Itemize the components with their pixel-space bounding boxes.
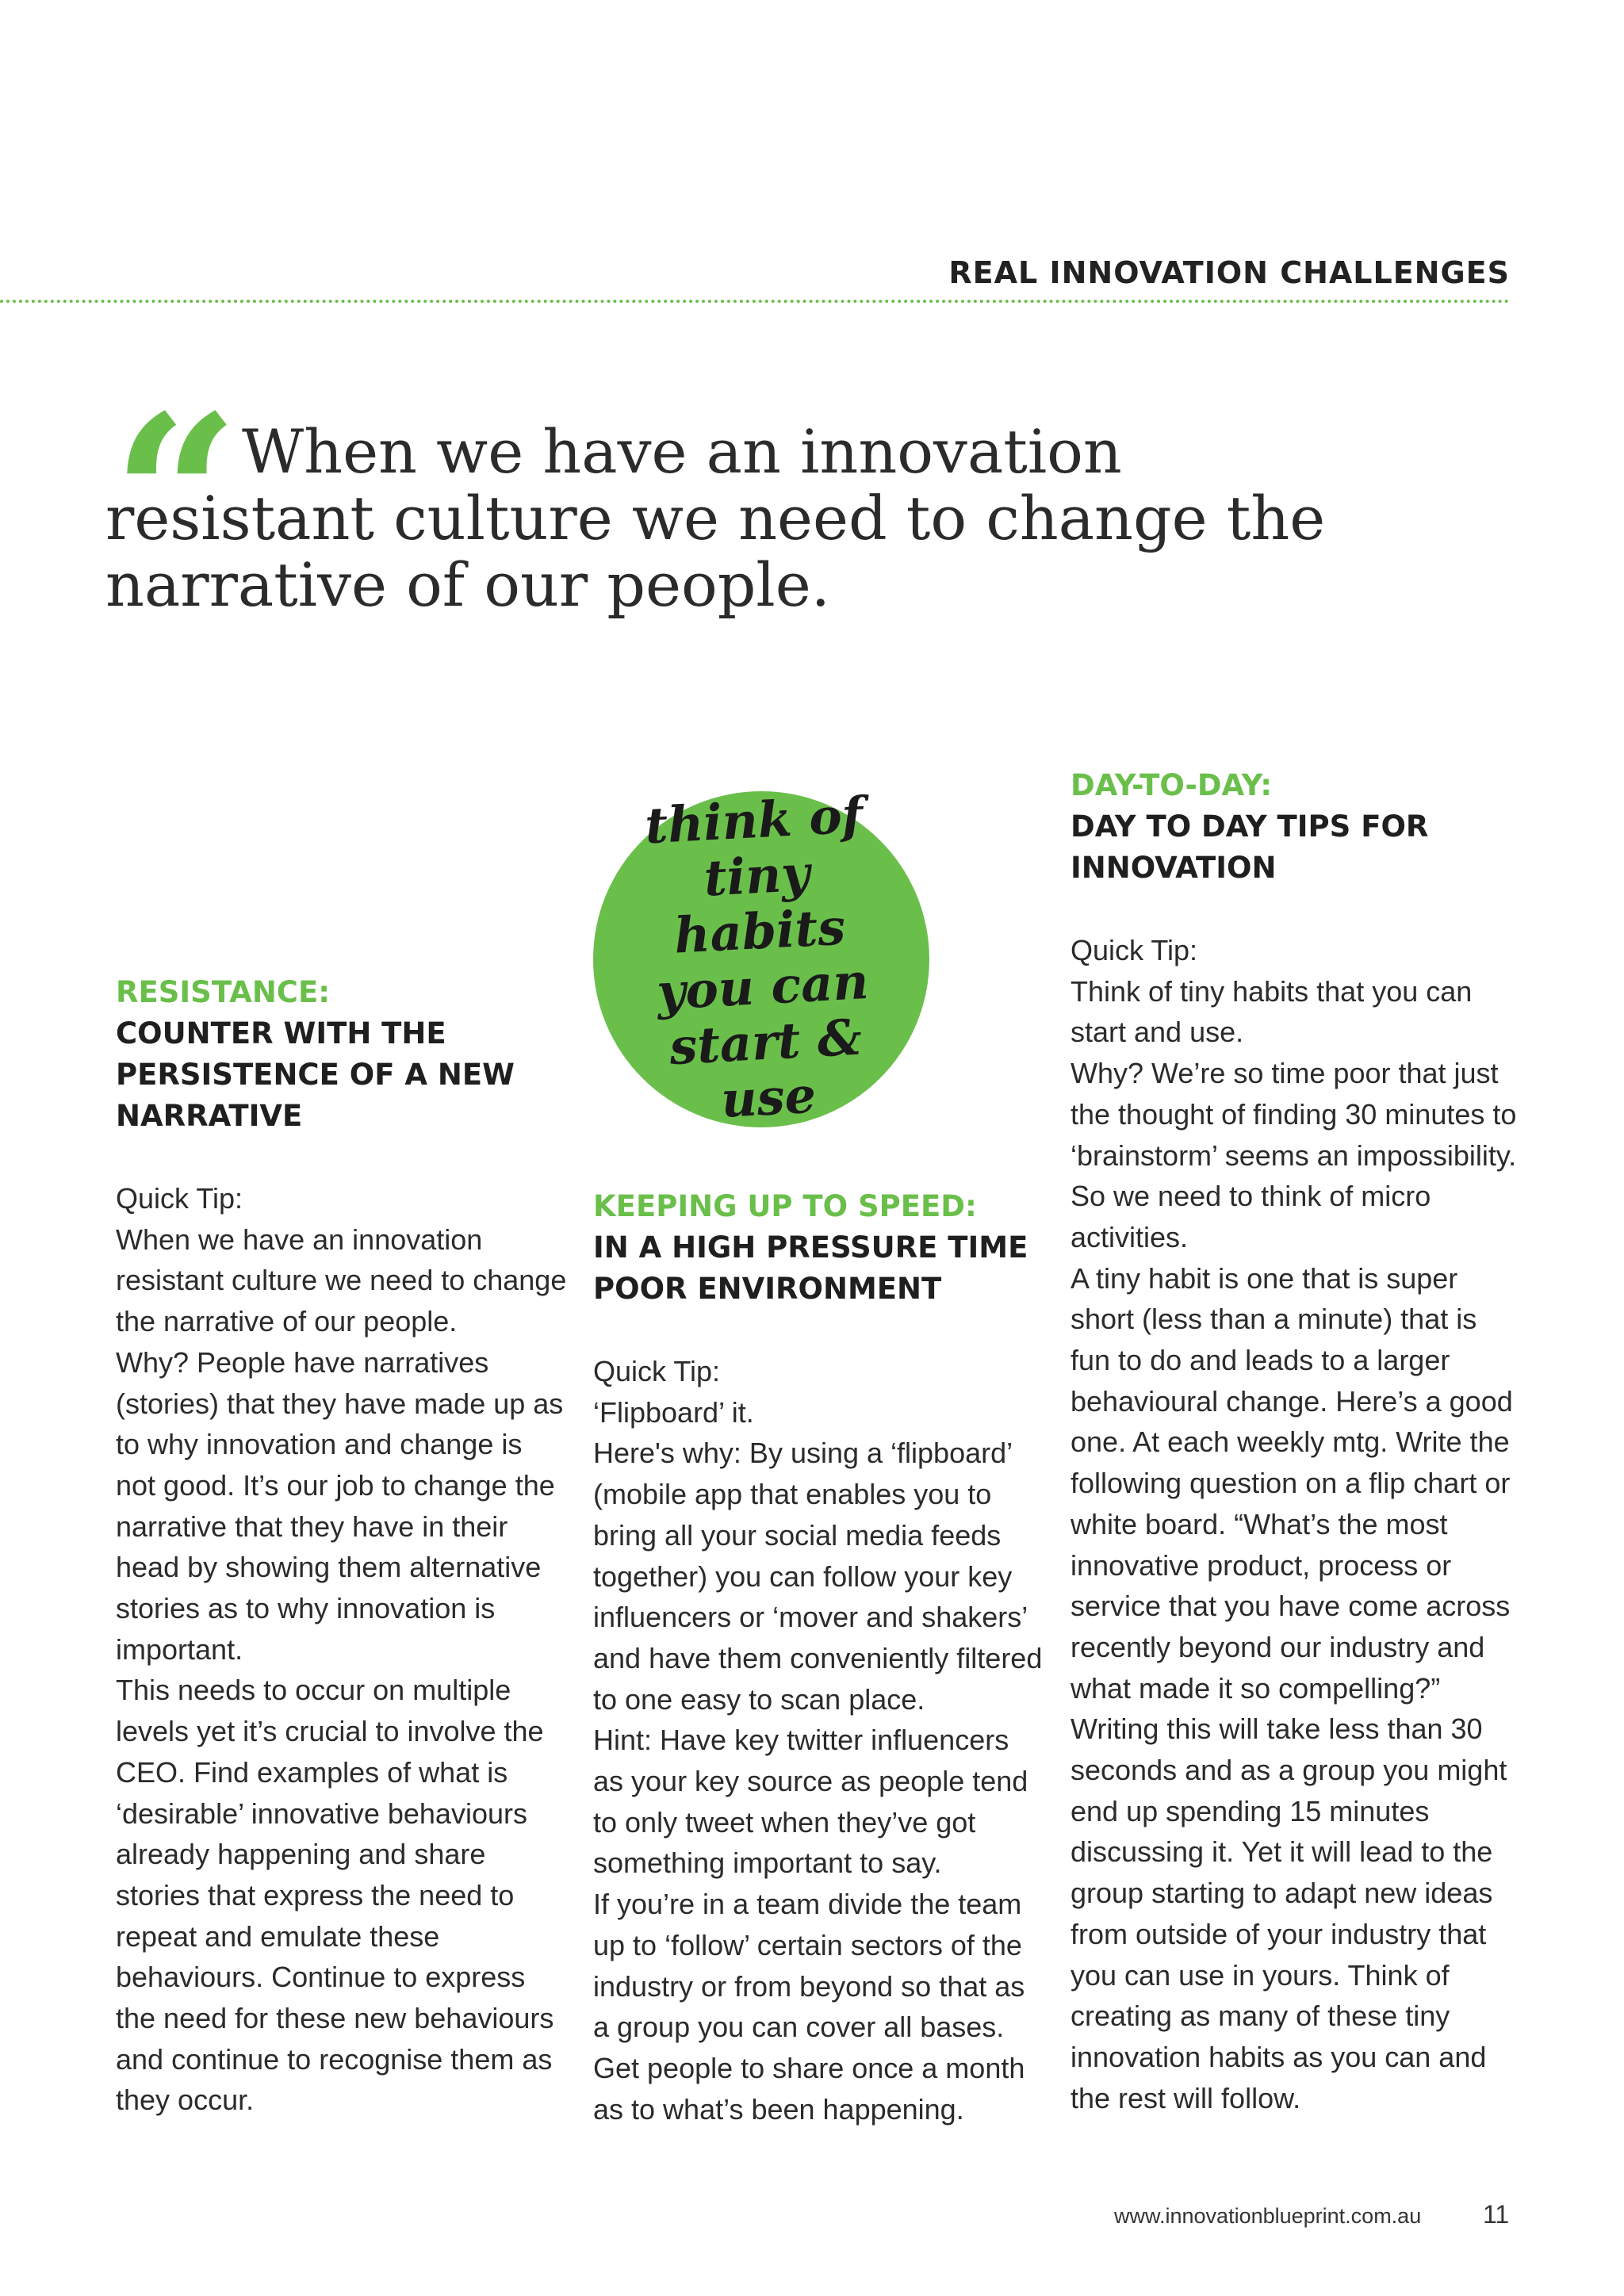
column-kicker: RESISTANCE: [116,975,331,1009]
tip-badge-text: think of tiny habits you can start & use [643,786,871,1129]
body-paragraph: ‘Flipboard’ it. [593,1395,754,1429]
column-heading: COUNTER WITH THE PERSISTENCE OF A NEW NARRATIVE [116,1016,515,1133]
column-keeping-up-to-speed [593,1186,1045,2130]
body-paragraph: A tiny habit is one that is super short (less than a minute) that is fun to do and leads to a larger behavioural change. Here’s a good one. At each weekly mtg. Write the following question on a flip chart or white board. “What’s the most innovative product, process or service that you have come across recently beyond our industry and what made it so compelling?” [1071,1261,1513,1705]
pull-quote-text: When we have an innovation resistant culture we need to change the narrative of our people. [105,416,1326,620]
body-paragraph: Why? People have narratives (stories) that they have made up as to why innovation and change is not good. It’s our job to change the narrative that they have in their head by showing them alternative stories as to why innovation is important. [116,1345,564,1666]
quick-tip-label: Quick Tip: [116,1182,243,1215]
section-title: REAL INNOVATION CHALLENGES [948,255,1510,290]
tip-badge [593,786,929,1129]
quick-tip-label: Quick Tip: [593,1355,721,1387]
column-kicker: KEEPING UP TO SPEED: [593,1189,977,1223]
quick-tip-label: Quick Tip: [1071,934,1198,966]
column-heading: DAY TO DAY TIPS FOR INNOVATION [1071,809,1429,885]
footer-url-link[interactable]: www.innovationblueprint.com.au [1114,2204,1422,2228]
page-number: 11 [1483,2200,1510,2229]
pull-quote [105,367,1342,628]
header-divider [0,300,1510,303]
column-kicker: DAY-TO-DAY: [1071,768,1272,802]
body-paragraph: Here's why: By using a ‘flipboard’ (mobile app that enables you to bring all your social media feeds together) you can follow your key influencers or ‘mover and shakers’ and have them conveniently filtered to one easy to scan place. [593,1437,1043,1716]
body-paragraph: If you’re in a team divide the team up to ‘follow’ certain sectors of the industry or from beyond so that as a group you can cover all bases. Get people to share once a month as to what’s been happening. [593,1888,1025,2126]
body-paragraph: Why? We’re so time poor that just the thought of finding 30 minutes to ‘brainstorm’ seems an impossibility. So we need to think of micro activities. [1071,1057,1517,1253]
body-paragraph: Hint: Have key twitter influencers as your key source as people tend to only tweet when they’ve got something important to say. [593,1724,1028,1880]
quote-mark-icon: “ [112,367,240,628]
column-day-to-day [1071,765,1522,2118]
column-heading: IN A HIGH PRESSURE TIME POOR ENVIRONMENT [593,1230,1028,1306]
body-paragraph: Writing this will take less than 30 seconds and as a group you might end up spending 15 minutes discussing it. Yet it will lead to the group starting to adapt new ideas from outside of your industry that you can use in yours. Think of creating as many of these tiny innovation habits as you can and the rest will follow. [1071,1712,1507,2114]
body-paragraph: This needs to occur on multiple levels yet it’s crucial to involve the CEO. Find examples of what is ‘desirable’ innovative behaviours already happening and share stories that express the need to repeat and emulate these behaviours. Continue to express the need for these new behaviours and continue to recognise them as they occur. [116,1674,554,2117]
body-paragraph: Think of tiny habits that you can start and use. [1071,974,1473,1049]
body-paragraph: When we have an innovation resistant culture we need to change the narrative of our people. [116,1223,567,1338]
column-resistance [116,972,568,2121]
